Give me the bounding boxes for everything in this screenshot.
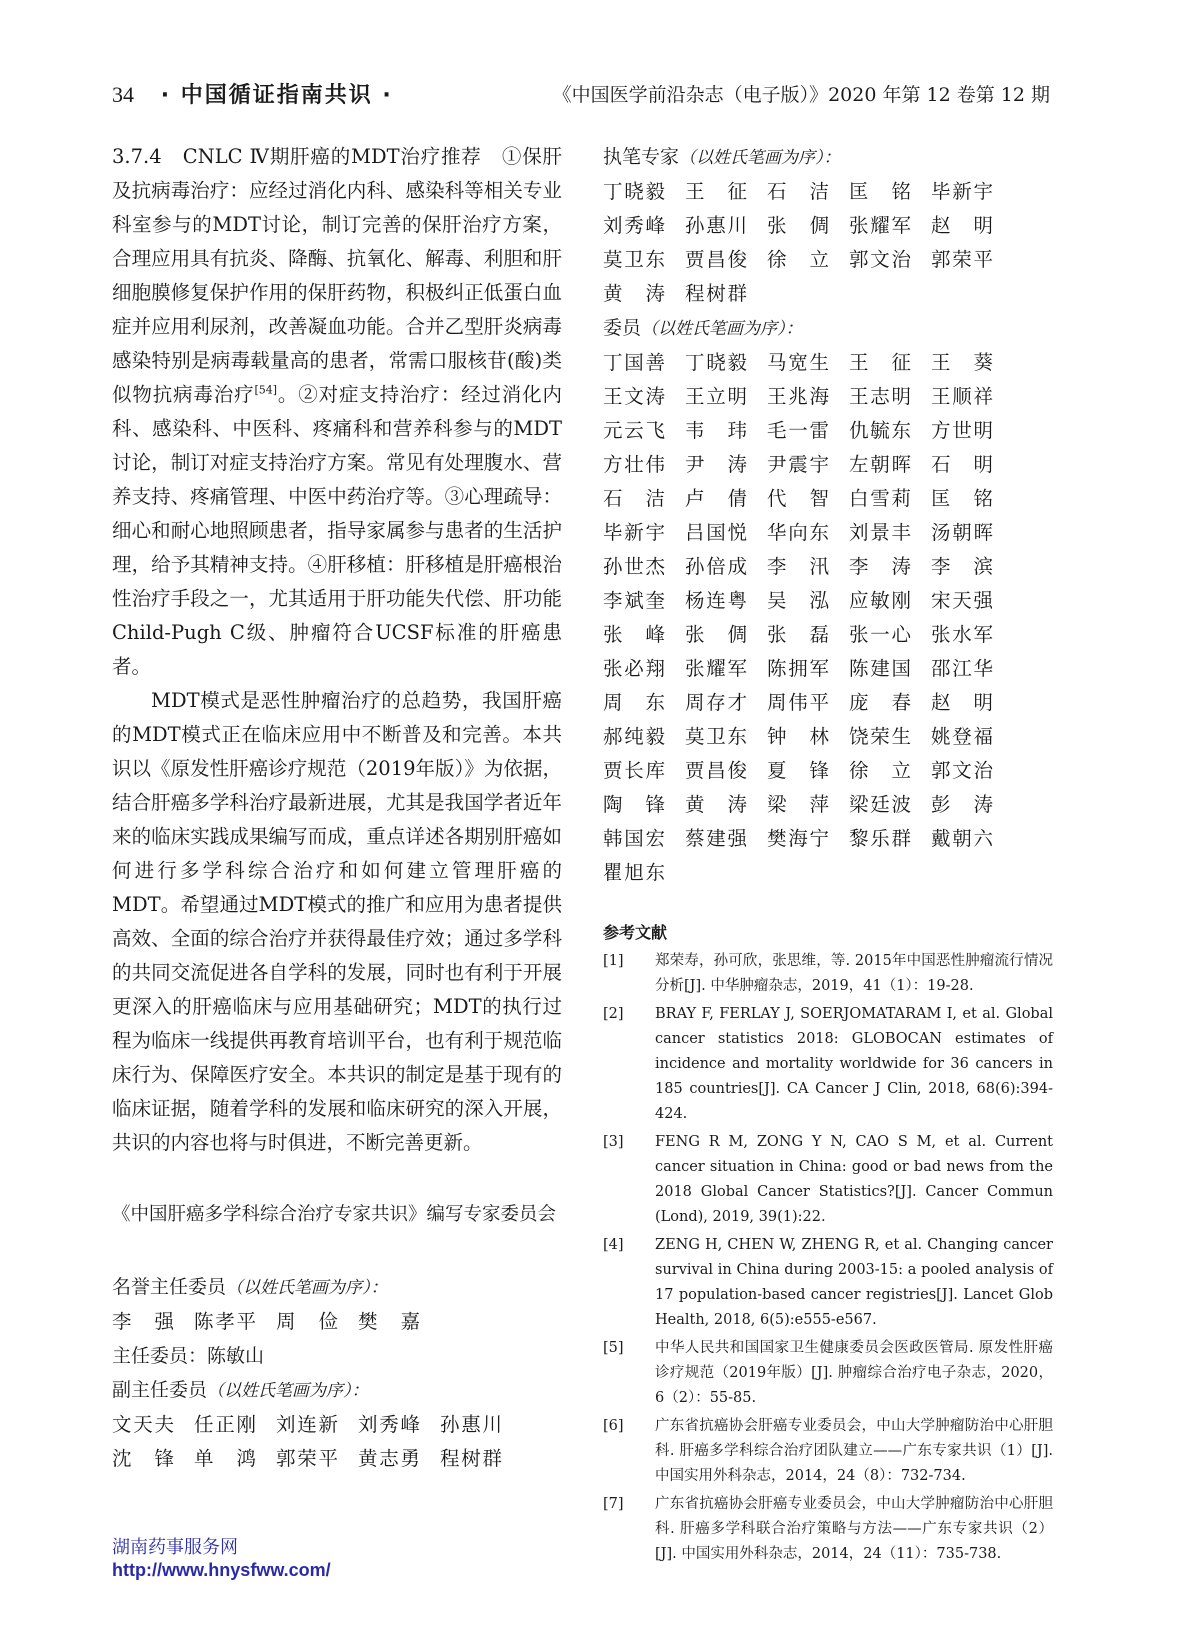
member-name: 王文涛 [603,385,665,408]
member-name: 陈拥军 [767,657,829,680]
name-row [603,482,1053,516]
member-name: 庞 春 [849,691,911,714]
reference-item [603,1336,1053,1411]
writing-names [603,175,1053,311]
name-row [603,754,1053,788]
writing-heading [603,140,1053,175]
citation: [54] [254,383,278,397]
member-name: 陈孝平 [194,1310,256,1333]
journal-section: · 中国循证指南共识 · [160,83,393,108]
member-name: 郭荣平 [276,1447,338,1470]
left-column [112,140,562,1476]
member-name: 李 汛 [767,555,829,578]
member-name: 周 俭 [276,1310,338,1333]
member-name: 王立明 [685,385,747,408]
member-name: 贾昌俊 [685,759,747,782]
body-paragraph: MDT模式是恶性肿瘤治疗的总趋势，我国肝癌的MDT模式正在临床应用中不断普及和完善。本共识以《原发性肝癌诊疗规范（2019年版）》为依据，结合肝癌多学科治疗最新进展，尤其是我国学者近年来的临床实践成果编写而成，重点详述各期别肝癌如何进行多学科综合治疗和如何建立管理肝癌的MDT。希望通过MDT模式的推广和应用为患者提供高效、全面的综合治疗并获得最佳疗效；通过多学科的共同交流促进各自学科的发展，同时也有利于开展更深入的肝癌临床与应用基础研究；MDT的执行过程为临床一线提供再教育培训平台，也有利于规范临床行为、保障医疗安全。本共识的制定是基于现有的临床证据，随着学科的发展和临床研究的深入开展，共识的内容也将与时俱进，不断完善更新。 [112,689,562,1154]
member-name: 张一心 [849,623,911,646]
reference-text: ZENG H, CHEN W, ZHENG R, et al. Changing cancer survival in China during 2003-15: a pooled analysis of 17 population-based cancer registries[J]. Lancet Glob Health, 2018, 6(5):e555-e567. [655,1237,1053,1328]
member-name: 孙惠川 [685,214,747,237]
reference-number: [3] [603,1134,624,1150]
member-name: 李 强 [112,1310,174,1333]
member-name: 李斌奎 [603,589,665,612]
page-number: 34 [112,82,134,107]
member-name: 吕国悦 [685,521,747,544]
member-name: 石 明 [931,453,993,476]
director-heading: 主任委员：陈敏山 [112,1345,265,1367]
name-row [603,652,1053,686]
member-name: 元云飞 [603,419,665,442]
reference-item [603,1130,1053,1230]
member-name: 程树群 [440,1447,502,1470]
name-row [603,584,1053,618]
references-title: 参考文献 [603,923,668,942]
member-name: 王 征 [849,351,911,374]
member-name: 蔡建强 [685,827,747,850]
name-row [603,686,1053,720]
member-name: 单 鸿 [194,1447,256,1470]
member-name: 郭文治 [931,759,993,782]
member-name: 华向东 [767,521,829,544]
member-name: 毕新宇 [931,180,993,203]
members-heading [603,311,1053,346]
member-name: 郝纯毅 [603,725,665,748]
member-name: 刘秀峰 [603,214,665,237]
member-name: 丁国善 [603,351,665,374]
member-name: 张 磊 [767,623,829,646]
member-name: 贾昌俊 [685,248,747,271]
member-name: 张水军 [931,623,993,646]
member-name: 马宽生 [767,351,829,374]
member-name: 陈建国 [849,657,911,680]
member-name: 卢 倩 [685,487,747,510]
watermark-name: 湖南药事服务网 [112,1537,238,1558]
member-name: 孙世杰 [603,555,665,578]
member-name: 左朝晖 [849,453,911,476]
member-name: 黄志勇 [358,1447,420,1470]
name-row [603,243,1053,277]
member-name: 程树群 [685,282,747,305]
paragraph-text: 3.7.4 CNLC Ⅳ期肝癌的MDT治疗推荐 ①保肝及抗病毒治疗：应经过消化内科、感染科等相关专业科室参与的MDT讨论，制订完善的保肝治疗方案，合理应用具有抗炎、降酶、抗氧化、解毒、利胆和肝细胞膜修复保护作用的保肝药物，积极纠正低蛋白血症并应用利尿剂，改善凝血功能。合并乙型肝炎病毒感染特别是病毒载量高的患者，常需口服核苷(酸)类似物抗病毒治疗 [112,145,562,406]
honorary-heading [112,1270,562,1305]
name-row [603,856,1053,890]
member-name: 沈 锋 [112,1447,174,1470]
journal-info: 《中国医学前沿杂志（电子版）》2020 年第 12 卷第 12 期 [552,84,1050,106]
member-name: 匡 铭 [931,487,993,510]
member-name: 应敏刚 [849,589,911,612]
member-name: 石 洁 [603,487,665,510]
member-name: 邵江华 [931,657,993,680]
member-name: 陶 锋 [603,793,665,816]
member-name: 刘秀峰 [358,1413,420,1436]
member-name: 黄 涛 [685,793,747,816]
member-name: 吴 泓 [767,589,829,612]
reference-text: 广东省抗癌协会肝癌专业委员会，中山大学肿瘤防治中心肝胆科. 肝癌多学科联合治疗策略与方法——广东专家共识（2）[J]. 中国实用外科杂志，2014，24（11）：735-738. [655,1496,1053,1562]
member-name: 张 倜 [685,623,747,646]
member-name: 丁晓毅 [685,351,747,374]
member-name: 张必翔 [603,657,665,680]
watermark-url[interactable]: http://www.hnysfww.com/ [112,1560,331,1580]
role-label: 副主任委员 [112,1379,208,1401]
name-row [603,175,1053,209]
role-note: （以姓氏笔画为序）： [641,319,803,339]
name-row [112,1305,562,1339]
member-name: 王 征 [685,180,747,203]
member-name: 仇毓东 [849,419,911,442]
member-name: 方世明 [931,419,993,442]
role-label: 执笔专家 [603,146,680,168]
member-name: 黄 涛 [603,282,665,305]
reference-text: 中华人民共和国国家卫生健康委员会医政医管局. 原发性肝癌诊疗规范（2019年版）[J]. 肿瘤综合治疗电子杂志，2020，6（2）：55-85. [655,1340,1053,1406]
member-name: 代 智 [767,487,829,510]
member-name: 钟 林 [767,725,829,748]
member-name: 孙倍成 [685,555,747,578]
name-row [603,618,1053,652]
reference-text: FENG R M, ZONG Y N, CAO S M, et al. Current cancer situation in China: good or bad news from the 2018 Global Cancer Statistics?[J]. Cancer Commun (Lond), 2019, 39(1):22. [655,1134,1053,1225]
reference-number: [4] [603,1237,624,1253]
member-name: 瞿旭东 [603,861,665,884]
member-name: 杨连粤 [685,589,747,612]
reference-number: [2] [603,1006,624,1022]
name-row [603,550,1053,584]
member-name: 王志明 [849,385,911,408]
member-name: 宋天强 [931,589,993,612]
member-name: 毛一雷 [767,419,829,442]
name-row [603,380,1053,414]
member-name: 周 东 [603,691,665,714]
reference-number: [7] [603,1496,624,1512]
body-paragraph [112,140,562,684]
reference-number: [5] [603,1340,624,1356]
member-name: 韩国宏 [603,827,665,850]
member-name: 刘连新 [276,1413,338,1436]
member-name: 徐 立 [849,759,911,782]
member-name: 黎乐群 [849,827,911,850]
name-row [603,516,1053,550]
watermark [112,1537,331,1581]
reference-item [603,1492,1053,1567]
reference-text: 广东省抗癌协会肝癌专业委员会，中山大学肿瘤防治中心肝胆科. 肝癌多学科综合治疗团队建立——广东专家共识（1）[J]. 中国实用外科杂志，2014，24（8）：732-734. [655,1418,1053,1484]
references-list [603,949,1053,1567]
member-name: 匡 铭 [849,180,911,203]
page-header [112,78,1050,118]
member-name: 文天夫 [112,1413,174,1436]
member-name: 任正刚 [194,1413,256,1436]
member-name: 丁晓毅 [603,180,665,203]
member-name: 孙惠川 [440,1413,502,1436]
reference-number: [6] [603,1418,624,1434]
member-name: 尹 涛 [685,453,747,476]
member-name: 饶荣生 [849,725,911,748]
member-name: 尹震宇 [767,453,829,476]
role-label: 委员 [603,317,642,339]
member-name: 王 葵 [931,351,993,374]
member-name: 戴朝六 [931,827,993,850]
member-name: 莫卫东 [685,725,747,748]
name-row [603,448,1053,482]
member-name: 李 滨 [931,555,993,578]
member-name: 郭文治 [849,248,911,271]
member-name: 夏 锋 [767,759,829,782]
member-name: 郭荣平 [931,248,993,271]
member-name: 毕新宇 [603,521,665,544]
role-note: （以姓氏笔画为序）： [226,1278,388,1298]
member-name: 梁 萍 [767,793,829,816]
member-name: 王顺祥 [931,385,993,408]
member-name: 莫卫东 [603,248,665,271]
reference-text: 郑荣寿，孙可欣，张思维，等. 2015年中国恶性肿瘤流行情况分析[J]. 中华肿瘤杂志，2019，41（1）：19-28. [655,953,1053,994]
member-name: 周伟平 [767,691,829,714]
paragraph-text: 。②对症支持治疗：经过消化内科、感染科、中医科、疼痛科和营养科参与的MDT讨论，制订对症支持治疗方案。常见有处理腹水、营养支持、疼痛管理、中医中药治疗等。③心理疏导：细心和耐心地照顾患者，指导家属参与患者的生活护理，给予其精神支持。④肝移植：肝移植是肝癌根治性治疗手段之一，尤其适用于肝功能失代偿、肝功能Child-Pugh C级、肿瘤符合UCSF标准的肝癌患者。 [112,383,562,678]
member-name: 方壮伟 [603,453,665,476]
member-name: 徐 立 [767,248,829,271]
member-name: 梁廷波 [849,793,911,816]
reference-number: [1] [603,953,624,969]
name-row [603,720,1053,754]
member-name: 刘景丰 [849,521,911,544]
right-column [603,140,1053,1570]
member-name: 张 倜 [767,214,829,237]
name-row [603,822,1053,856]
name-row [603,788,1053,822]
member-name: 汤朝晖 [931,521,993,544]
member-name: 姚登福 [931,725,993,748]
committee-title: 《中国肝癌多学科综合治疗专家共识》编写专家委员会 [112,1204,557,1225]
deputy-heading [112,1373,562,1408]
name-row [603,277,1053,311]
role-note: （以姓氏笔画为序）： [207,1381,369,1401]
member-name: 赵 明 [931,691,993,714]
role-note: （以姓氏笔画为序）： [679,148,841,168]
member-name: 彭 涛 [931,793,993,816]
member-name: 张耀军 [685,657,747,680]
member-name: 张 峰 [603,623,665,646]
member-name: 贾长库 [603,759,665,782]
member-name: 王兆海 [767,385,829,408]
member-names [603,346,1053,890]
reference-item [603,1002,1053,1127]
reference-item [603,1233,1053,1333]
member-name: 石 洁 [767,180,829,203]
reference-text: BRAY F, FERLAY J, SOERJOMATARAM I, et al. Global cancer statistics 2018: GLOBOCAN estimates of incidence and mortality worldwide for 36 cancers in 185 countries[J]. CA Cancer J Clin, 2018, 68(6):394-424. [655,1006,1053,1122]
member-name: 周存才 [685,691,747,714]
member-name: 白雪莉 [849,487,911,510]
member-name: 赵 明 [931,214,993,237]
name-row [603,209,1053,243]
member-name: 樊 嘉 [358,1310,420,1333]
name-row [603,346,1053,380]
reference-item [603,949,1053,999]
member-name: 张耀军 [849,214,911,237]
name-row [112,1408,562,1442]
member-name: 樊海宁 [767,827,829,850]
header-left [112,78,393,109]
role-label: 名誉主任委员 [112,1276,227,1298]
name-row [603,414,1053,448]
name-row [112,1442,562,1476]
reference-item [603,1414,1053,1489]
member-name: 韦 玮 [685,419,747,442]
member-name: 李 涛 [849,555,911,578]
